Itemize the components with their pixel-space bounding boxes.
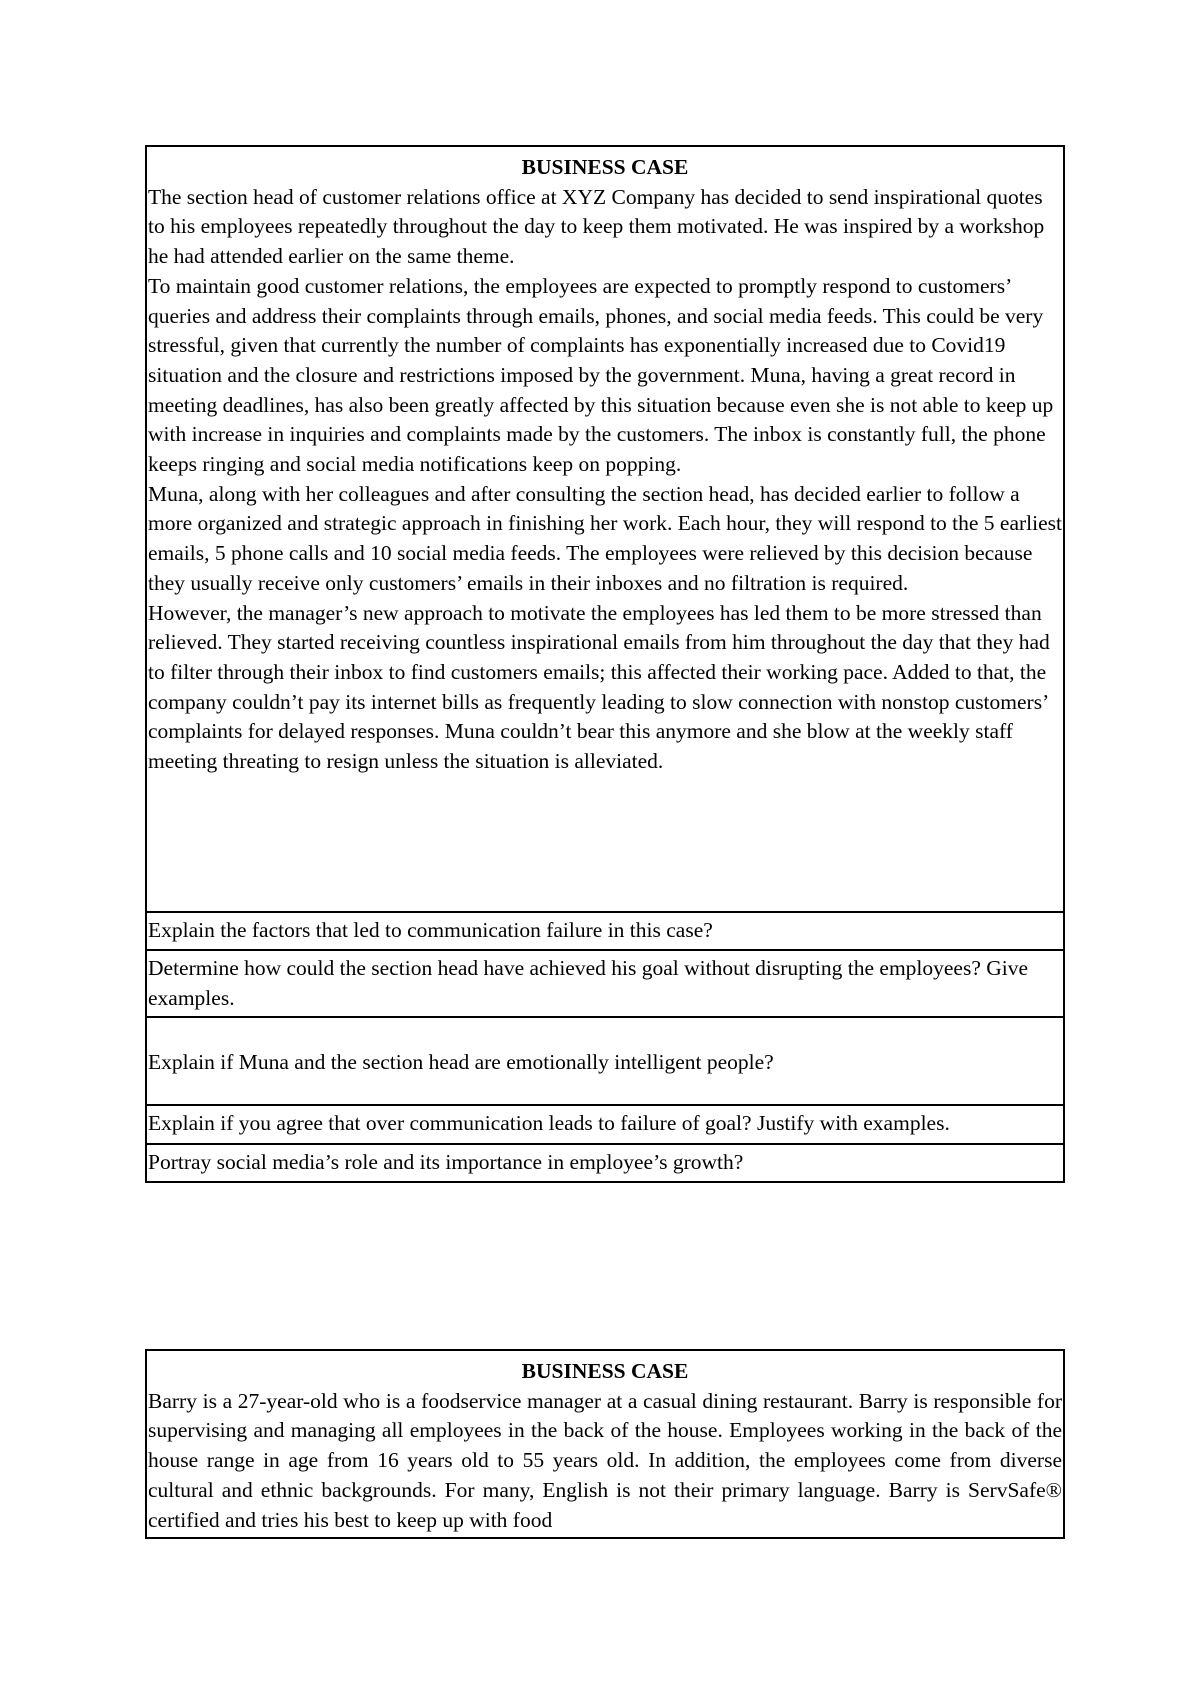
question-row <box>146 1105 1064 1144</box>
case-paragraph: To maintain good customer relations, the employees are expected to promptly respond to customers’ queries and address their complaints through emails, phones, and social media feeds. This could be very stressful, given that currently the number of complaints has exponentially increased due to Covid19 situation and the closure and restrictions imposed by the government. Muna, having a great record in meeting deadlines, has also been greatly affected by this situation because even she is not able to keep up with increase in inquiries and complaints made by the customers. The inbox is constantly full, the phone keeps ringing and social media notifications keep on popping. <box>148 273 1054 477</box>
case-title: BUSINESS CASE <box>521 155 689 179</box>
case-paragraph: Muna, along with her colleagues and after consulting the section head, has decided earlier to follow a more organized and strategic approach in finishing her work. Each hour, they will respond to the 5 earliest emails, 5 phone calls and 10 social media feeds. The employees were relieved by this decision because they usually receive only customers’ emails in their inboxes and no filtration is required. <box>148 481 1063 595</box>
case-body-cell <box>146 1350 1064 1538</box>
case-body-cell <box>146 146 1064 912</box>
question-row <box>146 950 1064 1017</box>
question-row <box>146 1017 1064 1105</box>
case-paragraph: However, the manager’s new approach to motivate the employees has led them to be more stressed than relieved. They started receiving countless inspirational emails from him throughout the day that they had to filter through their inbox to find customers emails; this affected their working pace. Added to that, the company couldn’t pay its internet bills as frequently leading to slow connection with nonstop customers’ complaints for delayed responses. Muna couldn’t bear this anymore and she blow at the weekly staff meeting threating to resign unless the situation is alleviated. <box>148 600 1050 774</box>
question-cell: Explain if you agree that over communication leads to failure of goal? Justify with examples. <box>146 1105 1064 1144</box>
question-row <box>146 1144 1064 1182</box>
business-case-table-1 <box>145 145 1065 1183</box>
case-paragraph: The section head of customer relations office at XYZ Company has decided to send inspirational quotes to his employees repeatedly throughout the day to keep them motivated. He was inspired by a workshop he had attended earlier on the same theme. <box>148 184 1045 269</box>
question-row <box>146 912 1064 950</box>
question-cell: Explain if Muna and the section head are emotionally intelligent people? <box>146 1017 1064 1105</box>
business-case-table-2 <box>145 1349 1065 1539</box>
question-cell: Determine how could the section head have achieved his goal without disrupting the employees? Give examples. <box>146 950 1064 1017</box>
case-paragraph: Barry is a 27-year-old who is a foodservice manager at a casual dining restaurant. Barry is responsible for supervising and managing all employees in the back of the house. Employees working in the back of the house range in age from 16 years old to 55 years old. In addition, the employees come from diverse cultural and ethnic backgrounds. For many, English is not their primary language. Barry is ServSafe® certified and tries his best to keep up with food <box>148 1388 1062 1532</box>
question-cell: Explain the factors that led to communication failure in this case? <box>146 912 1064 950</box>
question-cell: Portray social media’s role and its importance in employee’s growth? <box>146 1144 1064 1182</box>
case-body-row <box>146 1350 1064 1538</box>
case-body-row <box>146 146 1064 912</box>
case-title: BUSINESS CASE <box>521 1359 689 1383</box>
